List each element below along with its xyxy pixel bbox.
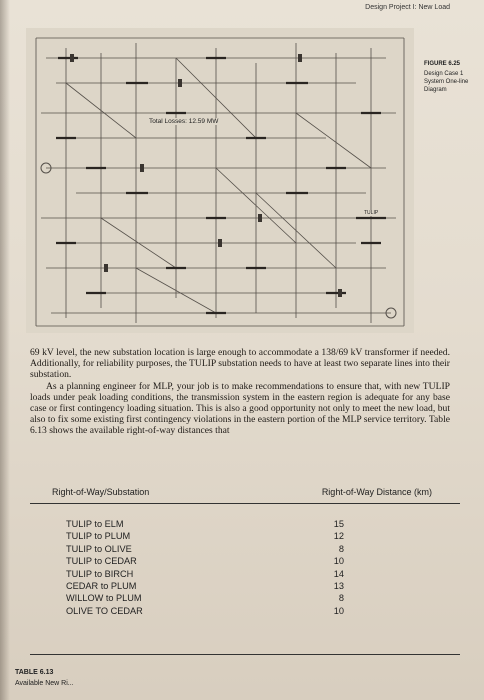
table-row (30, 518, 460, 530)
table-row (30, 580, 460, 592)
route-cell: TULIP to CEDAR (66, 556, 137, 567)
table-row (30, 592, 460, 604)
route-cell: OLIVE TO CEDAR (66, 605, 143, 616)
distance-cell: 8 (338, 543, 344, 554)
figure-caption-line: Diagram (424, 87, 447, 93)
route-cell: TULIP to BIRCH (66, 568, 134, 579)
table-row (30, 543, 460, 555)
body-text (30, 347, 450, 437)
paragraph: As a planning engineer for MLP, your job is to make recommendations to ensure that, with new TULIP loads under peak loading conditions, the transmission system in the eastern region is adequate for any base case or first contingency loading situation. This is also a good opportunity not only to meet the new load, but also to fix some existing first contingency violations in the eastern portion of the MLP service territory. Table 6.13 shows the available right-of-way distances that (30, 380, 450, 437)
column-header: Right-of-Way Distance (km) (321, 487, 432, 497)
total-losses-label: Total Losses: 12.59 MW (149, 118, 219, 125)
table-row (30, 530, 460, 542)
table-row (30, 568, 460, 580)
running-header: Design Project I: New Load (365, 4, 450, 11)
table-number: TABLE 6.13 (15, 669, 54, 676)
table-caption-text: Available New Ri... (15, 680, 74, 687)
distance-cell: 10 (333, 556, 344, 567)
route-cell: TULIP to PLUM (66, 531, 131, 542)
table-header-row (30, 487, 460, 504)
figure-caption-line: System One-line (424, 79, 469, 85)
one-line-diagram (26, 28, 414, 333)
distance-cell: 10 (333, 605, 344, 616)
distance-cell: 14 (333, 568, 344, 579)
table-row (30, 605, 460, 617)
distance-cell: 13 (333, 580, 344, 591)
distance-cell: 8 (338, 593, 344, 604)
right-of-way-table (30, 487, 460, 655)
figure-caption-line: Design Case 1 (424, 71, 464, 77)
route-cell: CEDAR to PLUM (66, 580, 137, 591)
route-cell: TULIP to OLIVE (66, 543, 132, 554)
column-header: Right-of-Way/Substation (52, 487, 150, 497)
one-line-diagram-drawing (26, 28, 414, 333)
paragraph: 69 kV level, the new substation location is large enough to accommodate a 138/69 kV transformer if needed. Additionally, for reliability purposes, the TULIP substation needs to have at least two separate lines into their substation. (30, 347, 450, 381)
route-cell: TULIP to ELM (66, 519, 124, 529)
tulip-bus-label: TULIP (364, 210, 379, 216)
page-shadow (0, 0, 10, 700)
distance-cell: 15 (333, 519, 344, 529)
distance-cell: 12 (333, 531, 344, 542)
figure-caption (424, 60, 484, 94)
route-cell: WILLOW to PLUM (66, 593, 142, 604)
figure-number: FIGURE 6.25 (424, 61, 461, 67)
table-row (30, 555, 460, 567)
table-body (30, 504, 460, 655)
table-caption (15, 667, 74, 689)
